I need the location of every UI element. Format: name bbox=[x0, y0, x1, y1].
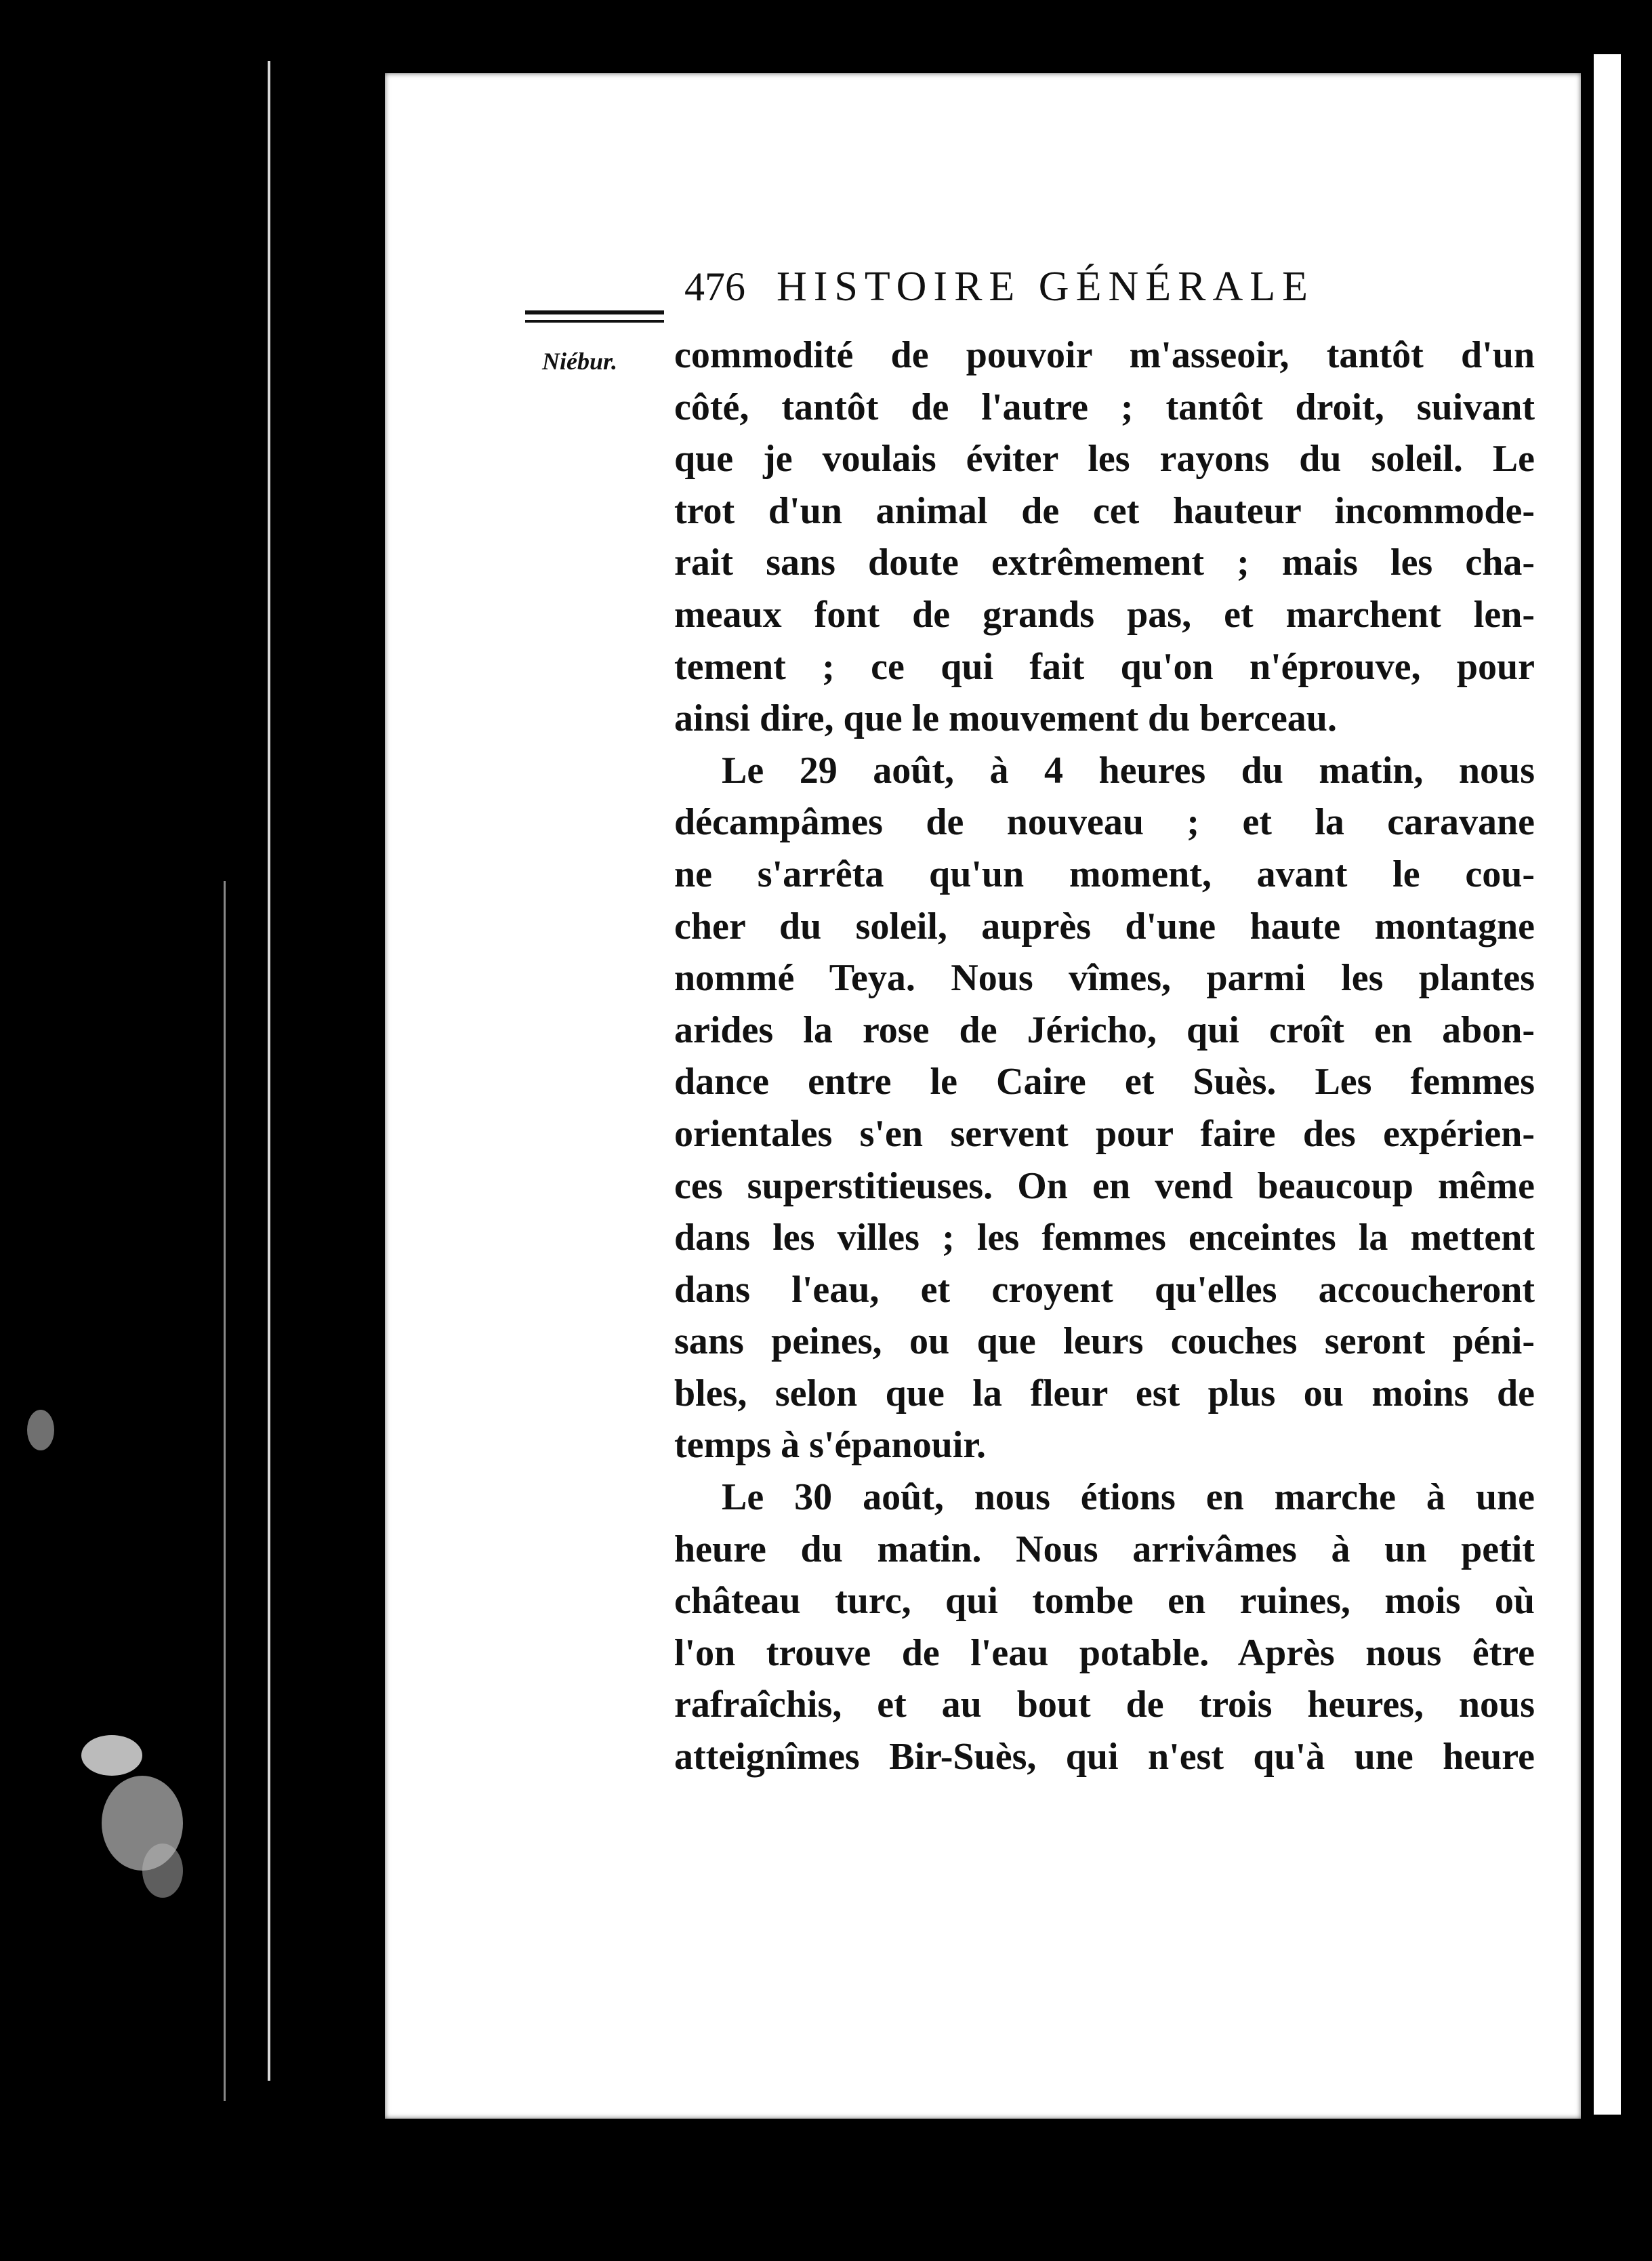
adjacent-page-edge bbox=[1594, 54, 1621, 2115]
text-line: ces superstitieuses. On en vend beaucoup même bbox=[674, 1164, 1535, 1207]
text-line: Le 30 août, nous étions en marche à une bbox=[722, 1476, 1535, 1519]
text-line: sans peines, ou que leurs couches seront péni- bbox=[674, 1320, 1535, 1363]
running-title: HISTOIRE GÉNÉRALE bbox=[777, 264, 1315, 310]
text-line: dance entre le Caire et Suès. Les femmes bbox=[674, 1061, 1535, 1103]
text-line: trot d'un animal de cet hauteur incommode- bbox=[674, 489, 1535, 532]
body-text bbox=[674, 329, 1535, 1783]
text-line: bles, selon que la fleur est plus ou moins de bbox=[674, 1372, 1535, 1414]
text-line: dans l'eau, et croyent qu'elles accoucheront bbox=[674, 1268, 1535, 1311]
text-line: rait sans doute extrêmement ; mais les cha- bbox=[674, 542, 1535, 584]
text-line: orientales s'en servent pour faire des expérien- bbox=[674, 1112, 1535, 1155]
text-line: nommé Teya. Nous vîmes, parmi les plantes bbox=[674, 957, 1535, 1000]
text-line: temps à s'épanouir. bbox=[674, 1424, 987, 1467]
text-line: atteignîmes Bir-Suès, qui n'est qu'à une heure bbox=[674, 1736, 1535, 1778]
text-line: château turc, qui tombe en ruines, mois où bbox=[674, 1580, 1535, 1623]
header-rule bbox=[525, 320, 664, 323]
text-line: meaux font de grands pas, et marchent len- bbox=[674, 593, 1535, 636]
text-line: arides la rose de Jéricho, qui croît en abon- bbox=[674, 1009, 1535, 1051]
scan-edge-line bbox=[268, 61, 270, 2081]
header-rule bbox=[525, 310, 664, 314]
text-line: commodité de pouvoir m'asseoir, tantôt d'un bbox=[674, 334, 1535, 376]
margin-note: Niébur. bbox=[542, 348, 618, 375]
text-line: côté, tantôt de l'autre ; tantôt droit, suivant bbox=[674, 386, 1535, 428]
text-line: Le 29 août, à 4 heures du matin, nous bbox=[722, 749, 1535, 792]
text-line: ne s'arrêta qu'un moment, avant le cou- bbox=[674, 853, 1535, 895]
text-line: rafraîchis, et au bout de trois heures, nous bbox=[674, 1684, 1535, 1726]
text-line: dans les villes ; les femmes enceintes la mettent bbox=[674, 1217, 1535, 1259]
text-line: tement ; ce qui fait qu'on n'éprouve, pour bbox=[674, 645, 1535, 688]
text-line: que je voulais éviter les rayons du soleil. Le bbox=[674, 438, 1535, 481]
text-line: cher du soleil, auprès d'une haute montagne bbox=[674, 905, 1535, 948]
page-number: 476 bbox=[684, 264, 745, 309]
scan-speckle bbox=[27, 1410, 54, 1450]
text-line: heure du matin. Nous arrivâmes à un petit bbox=[674, 1528, 1535, 1570]
scan-edge-line bbox=[224, 881, 226, 2101]
text-line: décampâmes de nouveau ; et la caravane bbox=[674, 801, 1535, 844]
text-line: ainsi dire, que le mouvement du berceau. bbox=[674, 697, 1337, 740]
scan-speckle bbox=[142, 1844, 183, 1898]
running-head bbox=[684, 263, 1437, 317]
text-line: l'on trouve de l'eau potable. Après nous être bbox=[674, 1631, 1535, 1674]
scan-speckle bbox=[81, 1735, 142, 1776]
